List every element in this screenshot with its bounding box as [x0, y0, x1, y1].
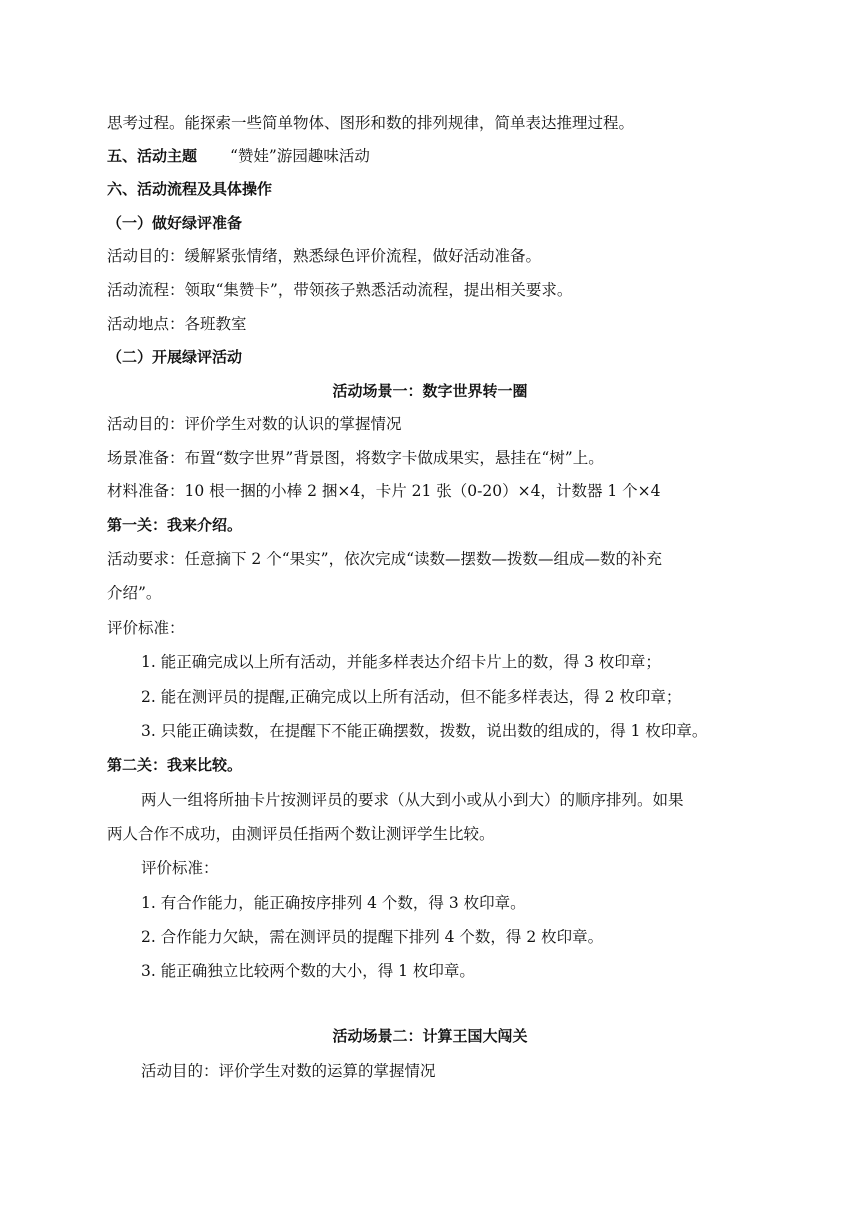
list-item: 2. 能在测评员的提醒,正确完成以上所有活动，但不能多样表达，得 2 枚印章； — [141, 688, 682, 706]
list-item: 1. 能正确完成以上所有活动，并能多样表达介绍卡片上的数，得 3 枚印章； — [141, 653, 661, 671]
level-heading-2: 第二关：我来比较。 — [107, 756, 243, 774]
paragraph-line: 思考过程。能探索一些简单物体、图形和数的排列规律，简单表达推理过程。 — [107, 114, 635, 132]
paragraph-line: 活动要求：任意摘下 2 个“果实”，依次完成“读数—摆数—拨数—组成—数的补充 — [107, 550, 662, 568]
list-item: 3. 能正确独立比较两个数的大小，得 1 枚印章。 — [141, 962, 475, 980]
paragraph-line: 活动目的：缓解紧张情绪，熟悉绿色评价流程，做好活动准备。 — [107, 247, 542, 265]
scene-title-2: 活动场景二：计算王国大闯关 — [332, 1027, 528, 1045]
paragraph-line: 两人合作不成功，由测评员任指两个数让测评学生比较。 — [107, 825, 495, 843]
paragraph-line: 活动地点：各班教室 — [107, 315, 247, 333]
scene-title-1: 活动场景一：数字世界转一圈 — [332, 382, 528, 400]
list-item: 2. 合作能力欠缺，需在测评员的提醒下排列 4 个数，得 2 枚印章。 — [141, 928, 604, 946]
level-heading-1: 第一关：我来介绍。 — [107, 516, 243, 534]
paragraph-line: 材料准备：10 根一捆的小棒 2 捆×4，卡片 21 张（0-20）×4，计数器 1 个×4 — [107, 482, 661, 500]
section-heading-theme: 五、活动主题 — [107, 147, 198, 165]
section-heading-process: 六、活动流程及具体操作 — [107, 180, 273, 198]
paragraph-line: 场景准备：布置“数字世界”背景图，将数字卡做成果实，悬挂在“树”上。 — [107, 449, 604, 467]
list-item: 3. 只能正确读数，在提醒下不能正确摆数，拨数，说出数的组成的，得 1 枚印章。 — [141, 722, 708, 740]
theme-text: “赞娃”游园趣味活动 — [230, 147, 370, 165]
paragraph-line: 评价标准： — [141, 859, 219, 877]
paragraph-line: 介绍”。 — [107, 584, 162, 602]
list-item: 1. 有合作能力，能正确按序排列 4 个数，得 3 枚印章。 — [141, 894, 526, 912]
subsection-heading-activity: （二）开展绿评活动 — [107, 348, 243, 366]
paragraph-line: 活动目的：评价学生对数的认识的掌握情况 — [107, 415, 402, 433]
paragraph-line: 评价标准： — [107, 619, 185, 637]
paragraph-line: 两人一组将所抽卡片按测评员的要求（从大到小或从小到大）的顺序排列。如果 — [141, 791, 684, 809]
subsection-heading-prepare: （一）做好绿评准备 — [107, 214, 243, 232]
paragraph-line: 活动目的：评价学生对数的运算的掌握情况 — [141, 1062, 436, 1080]
paragraph-line: 活动流程：领取“集赞卡”，带领孩子熟悉活动流程，提出相关要求。 — [107, 281, 573, 299]
